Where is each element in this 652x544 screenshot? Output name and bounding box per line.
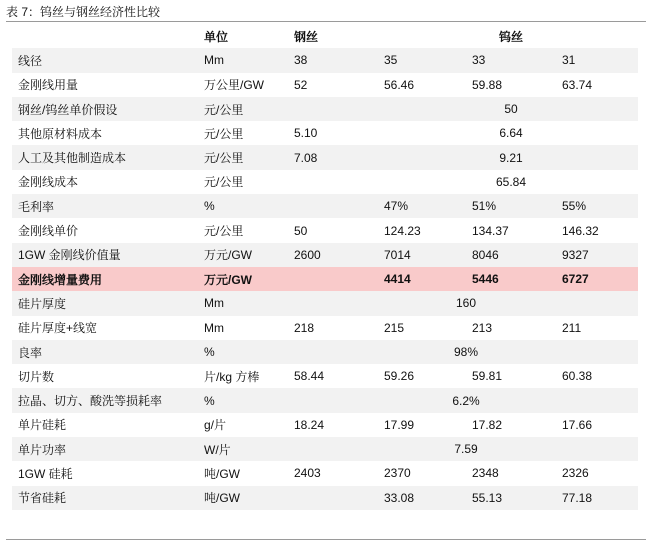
table-row [12, 291, 638, 315]
row-label: 钢丝/钨丝单价假设 [18, 102, 118, 117]
tungsten-value-3: 63.74 [562, 77, 593, 92]
row-label: 1GW 硅耗 [18, 466, 73, 481]
tungsten-value-1: 2370 [384, 466, 411, 481]
tungsten-value-2: 8046 [472, 247, 499, 262]
row-unit: % [204, 345, 215, 359]
row-unit: 吨/GW [204, 466, 240, 481]
tungsten-value-2: 55.13 [472, 490, 503, 505]
table-header-row [12, 24, 638, 48]
comparison-table [12, 24, 638, 510]
tungsten-value-1: 124.23 [384, 223, 421, 238]
table-row [12, 316, 638, 340]
row-unit: 吨/GW [204, 491, 240, 506]
shared-value: 160 [455, 296, 477, 311]
table-row [12, 340, 638, 364]
tungsten-value-3: 146.32 [562, 223, 599, 238]
tungsten-value-3: 55% [562, 199, 587, 214]
steel-value: 18.24 [294, 417, 325, 432]
row-unit: Mm [204, 296, 224, 311]
table-row [12, 364, 638, 388]
table-row [12, 73, 638, 97]
tungsten-value-1: 17.99 [384, 417, 415, 432]
steel-value: 52 [294, 77, 308, 92]
tungsten-value-1: 33.08 [384, 490, 415, 505]
table-caption: 表 7：钨丝与钢丝经济性比较 [6, 5, 161, 19]
row-label: 单片硅耗 [18, 418, 67, 433]
tungsten-value-2: 213 [472, 320, 493, 335]
shared-value: 98% [453, 345, 479, 359]
tungsten-value-3: 17.66 [562, 417, 593, 432]
table-row [12, 48, 638, 72]
row-label: 金刚线成本 [18, 175, 79, 190]
row-label: 金刚线单价 [18, 224, 79, 239]
table-row [12, 388, 638, 412]
table-row [12, 437, 638, 461]
tungsten-span-value: 6.64 [499, 126, 523, 141]
row-unit: 万元/GW [204, 272, 252, 287]
steel-value: 2403 [294, 466, 321, 481]
top-rule [6, 21, 646, 22]
row-unit: g/片 [204, 418, 227, 433]
tungsten-value-2: 17.82 [472, 417, 503, 432]
tungsten-value-1: 215 [384, 320, 405, 335]
row-label: 人工及其他制造成本 [18, 151, 127, 166]
row-label: 切片数 [18, 369, 55, 384]
steel-value: 50 [294, 223, 308, 238]
row-label: 其他原材料成本 [18, 126, 103, 141]
row-unit: Mm [204, 53, 224, 68]
row-unit: 片/kg 方棒 [204, 369, 260, 384]
tungsten-value-1: 7014 [384, 247, 411, 262]
tungsten-value-3: 31 [562, 53, 576, 68]
tungsten-value-1: 47% [384, 199, 409, 214]
tungsten-value-3: 2326 [562, 466, 589, 481]
row-label: 节省硅耗 [18, 491, 67, 506]
row-unit: 元/公里 [204, 224, 244, 239]
shared-value: 7.59 [454, 442, 478, 457]
table-row [12, 145, 638, 169]
tungsten-value-3: 211 [562, 320, 582, 335]
table-row [12, 413, 638, 437]
tungsten-value-2: 134.37 [472, 223, 509, 238]
row-unit: 元/公里 [204, 126, 244, 141]
table-row [12, 243, 638, 267]
shared-value: 6.2% [452, 393, 480, 408]
header-tungsten: 钨丝 [498, 29, 523, 44]
tungsten-span-value: 65.84 [495, 174, 527, 189]
tungsten-value-2: 5446 [472, 272, 499, 287]
tungsten-span-value: 9.21 [499, 150, 523, 165]
steel-value: 218 [294, 320, 315, 335]
tungsten-value-1: 4414 [384, 272, 411, 287]
tungsten-value-2: 2348 [472, 466, 499, 481]
table-row-highlighted [12, 267, 638, 291]
tungsten-value-1: 59.26 [384, 369, 415, 384]
bottom-rule [6, 539, 646, 540]
tungsten-value-2: 59.81 [472, 369, 503, 384]
tungsten-span-value: 50 [504, 102, 518, 117]
table-row [12, 170, 638, 194]
table-row [12, 97, 638, 121]
row-label: 1GW 金刚线价值量 [18, 248, 121, 263]
table-row [12, 461, 638, 485]
tungsten-value-1: 35 [384, 53, 398, 68]
tungsten-value-2: 33 [472, 53, 486, 68]
tungsten-value-3: 6727 [562, 272, 589, 287]
table-row [12, 194, 638, 218]
row-unit: % [204, 199, 215, 214]
table-row [12, 121, 638, 145]
row-unit: 元/公里 [204, 102, 244, 117]
steel-value: 58.44 [294, 369, 325, 384]
header-unit: 单位 [204, 29, 229, 44]
row-label: 拉晶、切方、酸洗等损耗率 [18, 394, 163, 409]
table-row [12, 486, 638, 510]
row-unit: 元/公里 [204, 151, 244, 166]
row-label: 线径 [18, 53, 43, 68]
row-unit: 万元/GW [204, 248, 252, 263]
row-unit: 万公里/GW [204, 78, 264, 93]
steel-value: 5.10 [294, 126, 318, 141]
header-steel: 钢丝 [294, 29, 319, 44]
row-label: 硅片厚度 [18, 296, 67, 311]
row-label: 硅片厚度+线宽 [18, 321, 98, 336]
table-row [12, 218, 638, 242]
row-label: 单片功率 [18, 442, 67, 457]
row-label: 毛利率 [18, 199, 55, 214]
row-unit: W/片 [204, 442, 231, 457]
tungsten-value-2: 51% [472, 199, 497, 214]
row-label: 金刚线用量 [18, 78, 79, 93]
tungsten-value-3: 9327 [562, 247, 589, 262]
tungsten-value-3: 60.38 [562, 369, 593, 384]
row-label: 金刚线增量费用 [18, 272, 103, 287]
row-unit: Mm [204, 320, 224, 335]
tungsten-value-1: 56.46 [384, 77, 415, 92]
row-label: 良率 [18, 345, 43, 360]
steel-value: 7.08 [294, 150, 318, 165]
tungsten-value-2: 59.88 [472, 77, 503, 92]
steel-value: 2600 [294, 247, 321, 262]
steel-value: 38 [294, 53, 308, 68]
row-unit: % [204, 393, 215, 408]
tungsten-value-3: 77.18 [562, 490, 593, 505]
row-unit: 元/公里 [204, 175, 244, 190]
